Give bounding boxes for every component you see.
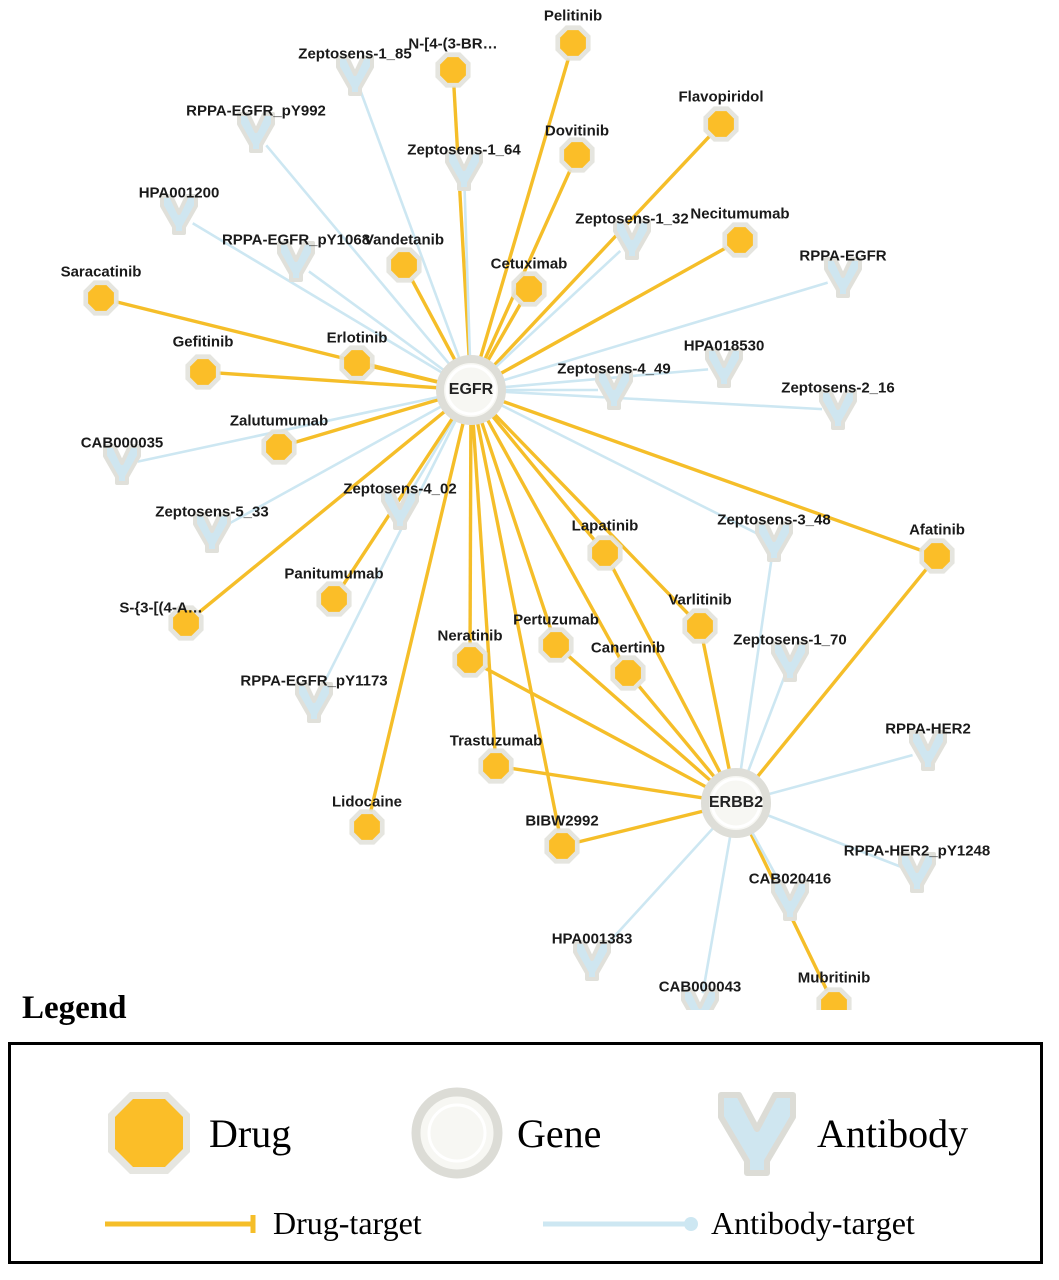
edge-drug (371, 415, 465, 811)
node-label-pelitinib: Pelitinib (543, 7, 603, 25)
drug-node-body (543, 632, 569, 658)
drug-node-body (321, 586, 347, 612)
node-label-egfr: EGFR (448, 381, 494, 398)
node-label-n-4-3-br: N-[4-(3-BR… (408, 35, 498, 53)
drug-icon (103, 1087, 195, 1179)
node-drug[interactable] (452, 642, 487, 677)
node-label-cetuximab: Cetuximab (490, 255, 568, 273)
node-drug[interactable] (559, 137, 594, 172)
edge-drug (484, 668, 713, 791)
legend-drug (103, 1087, 291, 1179)
node-drug[interactable] (316, 581, 351, 616)
edge-drug (478, 58, 568, 365)
node-drug[interactable] (555, 25, 590, 60)
node-label-neratinib: Neratinib (437, 627, 503, 645)
node-drug[interactable] (261, 429, 296, 464)
drug-node-body (440, 57, 466, 83)
edge-antibody (497, 391, 822, 409)
edge-drug (470, 416, 471, 644)
node-label-varlitinib: Varlitinib (668, 591, 732, 609)
legend-title: Legend (22, 990, 127, 1026)
legend-drug-label: Drug (209, 1110, 292, 1156)
node-label-zeptosens-2-16: Zeptosens-2_16 (781, 379, 895, 397)
legend-box (8, 1042, 1043, 1264)
edge-drug (703, 642, 731, 778)
node-label-hpa001383: HPA001383 (551, 930, 633, 948)
drug-node-body (391, 252, 417, 278)
node-label-zeptosens-1-32: Zeptosens-1_32 (575, 210, 689, 228)
legend-antibody (711, 1087, 968, 1179)
node-antibody[interactable] (707, 349, 741, 386)
legend-antibody-target (541, 1205, 915, 1242)
node-label-vandetanib: Vandetanib (363, 231, 445, 249)
edge-drug (495, 399, 921, 551)
antibody-node-body (162, 196, 196, 233)
node-label-cab020416: CAB020416 (748, 870, 832, 888)
node-drug[interactable] (185, 354, 220, 389)
antibody-node-body (911, 732, 945, 769)
node-antibody[interactable] (821, 391, 855, 428)
edge-drug (489, 409, 689, 615)
drug-node-body (483, 753, 509, 779)
node-drug[interactable] (544, 828, 579, 863)
node-antibody[interactable] (297, 684, 331, 721)
antibody-node-body (773, 643, 807, 680)
antibody-node-body (279, 243, 313, 280)
legend-antibody-target-label: Antibody-target (711, 1205, 915, 1241)
node-drug[interactable] (919, 538, 954, 573)
node-antibody[interactable] (826, 259, 860, 296)
drug-node-body (560, 30, 586, 56)
node-label-bibw2992: BIBW2992 (525, 812, 599, 830)
drug-node-body (457, 647, 483, 673)
node-drug[interactable] (538, 627, 573, 662)
edge-drug (473, 416, 495, 750)
edge-drug (638, 685, 719, 783)
node-label-cab000035: CAB000035 (80, 434, 164, 452)
node-drug[interactable] (349, 809, 384, 844)
edge-drug (752, 568, 926, 782)
drug-node-body (615, 660, 641, 686)
edge-antibody (361, 91, 462, 366)
node-drug[interactable] (703, 106, 738, 141)
antibody-node-body (338, 57, 372, 94)
edge-antibody (740, 558, 772, 777)
node-label-zeptosens-4-49: Zeptosens-4_49 (557, 360, 671, 378)
antibody-node-body (105, 446, 139, 483)
node-label-dovitinib: Dovitinib (544, 122, 610, 140)
gene-icon (411, 1087, 503, 1179)
legend-drug-target-label: Drug-target (273, 1205, 422, 1241)
node-antibody[interactable] (279, 243, 313, 280)
node-label-rppa-egfr-py1173: RPPA-EGFR_pY1173 (240, 672, 388, 690)
node-label-rppa-her2: RPPA-HER2 (885, 720, 971, 738)
antibody-node-body (773, 882, 807, 919)
node-label-canertinib: Canertinib (590, 639, 666, 657)
node-label-rppa-egfr-py992: RPPA-EGFR_pY992 (186, 102, 326, 120)
edge-drug (479, 415, 551, 630)
node-antibody[interactable] (338, 57, 372, 94)
node-label-hpa001200: HPA001200 (138, 184, 220, 202)
node-label-cab000043: CAB000043 (658, 978, 742, 996)
drug-node-body (344, 350, 370, 376)
drug-node-body (266, 434, 292, 460)
drug-target-edge-icon (103, 1212, 263, 1236)
node-label-panitumumab: Panitumumab (284, 565, 384, 583)
node-drug[interactable] (587, 535, 622, 570)
drug-node-body (549, 833, 575, 859)
node-label-zalutumumab: Zalutumumab (229, 412, 329, 430)
drug-node-body (727, 227, 753, 253)
node-label-zeptosens-5-33: Zeptosens-5_33 (155, 503, 269, 521)
node-label-flavopiridol: Flavopiridol (678, 88, 764, 106)
node-drug[interactable] (682, 608, 717, 643)
node-antibody[interactable] (900, 854, 934, 891)
edge-antibody (309, 271, 450, 374)
node-antibody[interactable] (773, 882, 807, 919)
antibody-node-body (900, 854, 934, 891)
antibody-node-body (757, 523, 791, 560)
node-label-necitumumab: Necitumumab (690, 205, 790, 223)
node-label-zeptosens-1-70: Zeptosens-1_70 (733, 631, 847, 649)
node-label-zeptosens-4-02: Zeptosens-4_02 (343, 480, 457, 498)
edge-antibody (761, 755, 912, 796)
node-drug[interactable] (511, 271, 546, 306)
drug-node-body (592, 540, 618, 566)
antibody-node-body (826, 259, 860, 296)
node-drug[interactable] (339, 345, 374, 380)
node-label-zeptosens-3-48: Zeptosens-3_48 (717, 511, 831, 529)
antibody-node-body (821, 391, 855, 428)
node-antibody[interactable] (105, 446, 139, 483)
node-label-trastuzumab: Trastuzumab (449, 732, 543, 750)
node-label-zeptosens-1-64: Zeptosens-1_64 (407, 141, 521, 159)
drug-node-body (516, 276, 542, 302)
legend-gene-label: Gene (517, 1110, 602, 1156)
node-label-erlotinib: Erlotinib (326, 329, 388, 347)
node-label-gefitinib: Gefitinib (172, 333, 234, 351)
drug-node-body (88, 285, 114, 311)
drug-node-body (924, 543, 950, 569)
node-label-rppa-egfr: RPPA-EGFR (799, 247, 887, 265)
edge-drug (489, 136, 710, 371)
node-antibody[interactable] (575, 942, 609, 979)
drug-node-body (708, 111, 734, 137)
node-label-saracatinib: Saracatinib (60, 263, 142, 281)
node-antibody[interactable] (773, 643, 807, 680)
antibody-node-body (575, 942, 609, 979)
node-label-pertuzumab: Pertuzumab (513, 611, 599, 629)
antibody-node-body (707, 349, 741, 386)
node-drug[interactable] (83, 280, 118, 315)
edge-drug (343, 412, 457, 586)
node-label-lidocaine: Lidocaine (331, 793, 403, 811)
node-drug[interactable] (610, 655, 645, 690)
legend-gene (411, 1087, 601, 1179)
node-label-rppa-her2-py1248: RPPA-HER2_pY1248 (843, 842, 991, 860)
antibody-target-edge-icon (541, 1212, 701, 1236)
node-label-afatinib: Afatinib (909, 521, 965, 539)
node-antibody[interactable] (162, 196, 196, 233)
drug-node-body (354, 814, 380, 840)
node-label-zeptosens-1-85: Zeptosens-1_85 (298, 45, 412, 63)
edge-antibody (703, 829, 732, 994)
node-drug[interactable] (478, 748, 513, 783)
node-label-s-3-4-a: S-{3-[(4-A… (119, 599, 203, 617)
node-label-lapatinib: Lapatinib (571, 517, 639, 535)
drug-node-body (190, 359, 216, 385)
edge-drug (454, 86, 470, 364)
node-antibody[interactable] (757, 523, 791, 560)
node-drug[interactable] (722, 222, 757, 257)
node-label-erbb2: ERBB2 (708, 794, 764, 811)
legend-antibody-label: Antibody (817, 1110, 969, 1156)
antibody-icon (711, 1087, 803, 1179)
node-label-rppa-egfr-py1068: RPPA-EGFR_pY1068 (221, 231, 371, 249)
node-drug[interactable] (386, 247, 421, 282)
drug-node-body (564, 142, 590, 168)
node-label-hpa018530: HPA018530 (683, 337, 765, 355)
node-drug[interactable] (435, 52, 470, 87)
node-drug[interactable] (816, 987, 851, 1010)
legend-drug-target (103, 1205, 422, 1242)
antibody-node-body (297, 684, 331, 721)
node-antibody[interactable] (911, 732, 945, 769)
node-label-mubritinib: Mubritinib (797, 969, 871, 987)
drug-node-body (687, 613, 713, 639)
